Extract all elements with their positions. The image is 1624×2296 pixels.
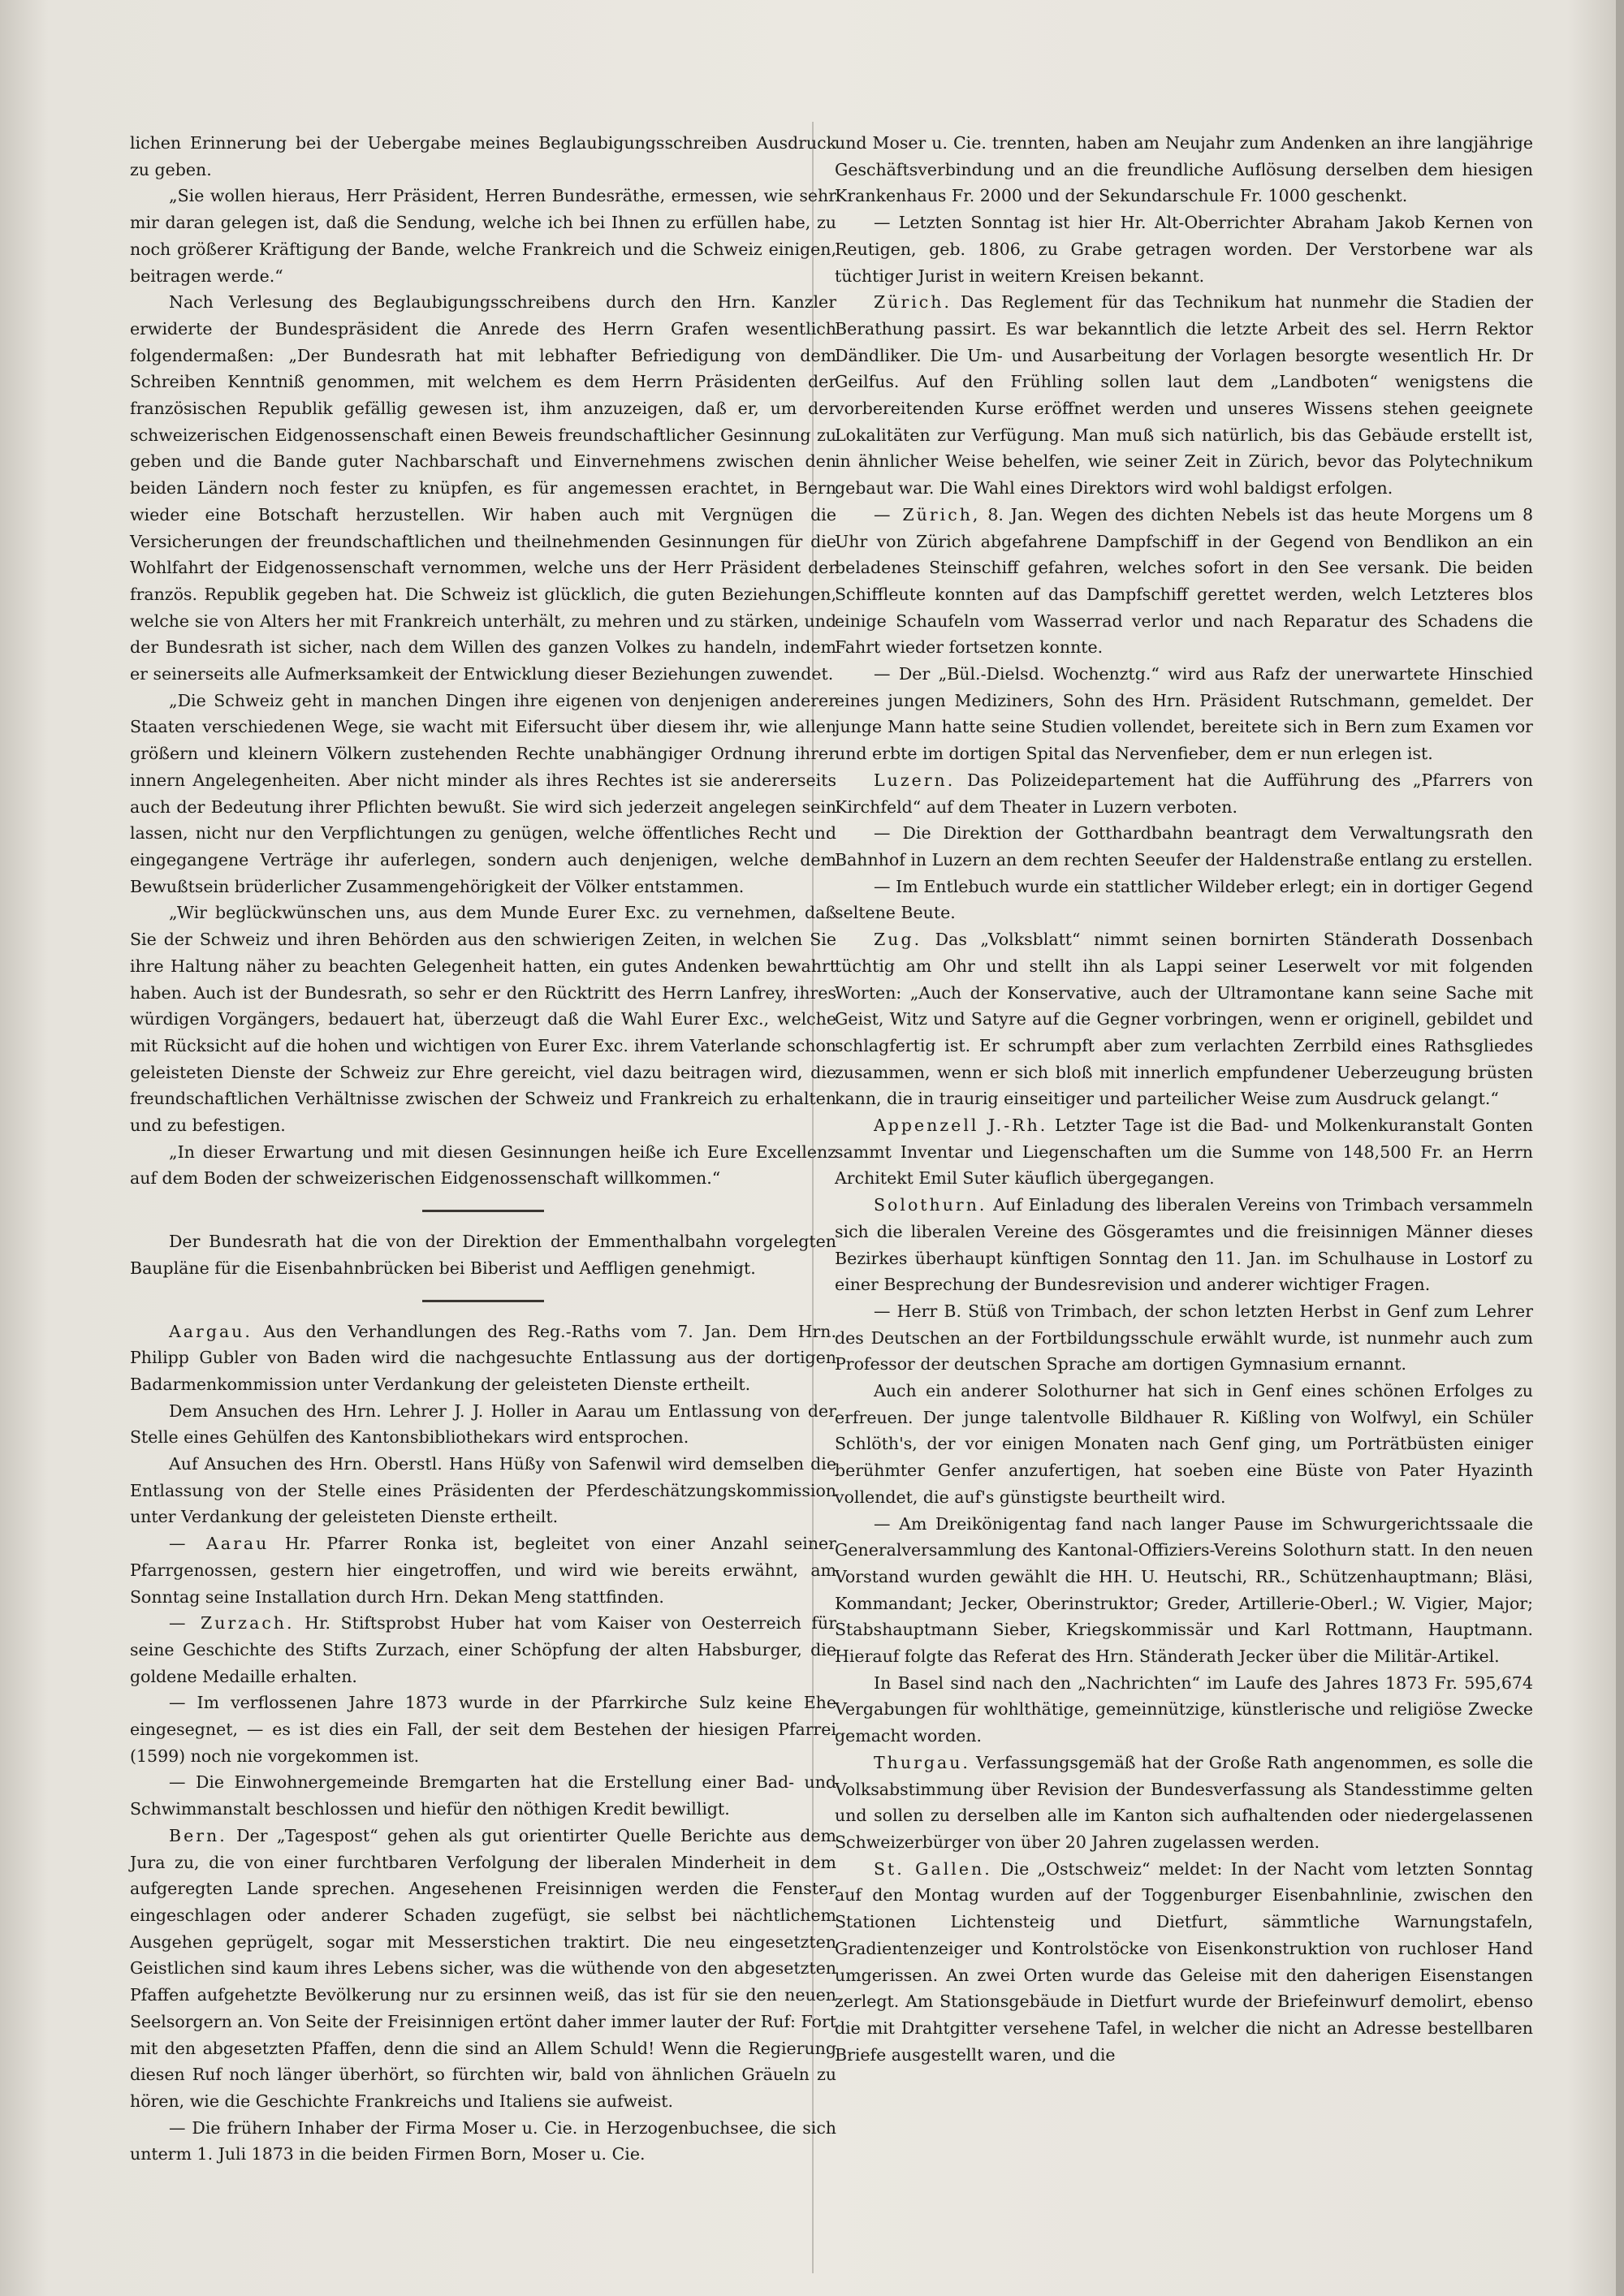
place-heading: Zug. xyxy=(874,930,922,950)
place-heading: Solothurn. xyxy=(874,1195,987,1215)
article-paragraph: und Moser u. Cie. trennten, haben am Neujahr zum Andenken an ihre langjährige Geschäftsverbindung und an die freundliche Auflösung derselben dem hiesigen Krankenhaus Fr. 2000 und der Sekundarschule Fr. 1000 geschenkt. xyxy=(835,133,1533,206)
article-paragraph: „In dieser Erwartung und mit diesen Gesinnungen heiße ich Eure Excellenz auf dem Boden der schweizerischen Eidgenossenschaft willkommen.“ xyxy=(130,1142,836,1189)
article-paragraph: — Im Entlebuch wurde ein stattlicher Wildeber erlegt; ein in dortiger Gegend seltene Beute. xyxy=(835,876,1533,923)
news-item: Luzern. Das Polizeidepartement hat die Aufführung des „Pfarrers von Kirchfeld“ auf dem Theater in Luzern verboten. xyxy=(835,770,1533,817)
place-heading: — Zürich, xyxy=(874,504,981,524)
article-paragraph: In Basel sind nach den „Nachrichten“ im Laufe des Jahres 1873 Fr. 595,674 Vergabungen für wohlthätige, gemeinnützige, künstlerische und religiöse Zwecke gemacht worden. xyxy=(835,1672,1533,1746)
article-paragraph: — Letzten Sonntag ist hier Hr. Alt-Oberrichter Abraham Jakob Kernen von Reutigen, geb. 1806, zu Grabe getragen worden. Der Verstorbene war als tüchtiger Jurist in weitern Kreisen bekannt. xyxy=(835,213,1533,286)
news-item: St. Gallen. Die „Ostschweiz“ meldet: In der Nacht vom letzten Sonntag auf den Montag wurden auf der Toggenburger Eisenbahnlinie, zwischen den Stationen Lichtensteig und Dietfurt, sämmtliche Warnungstafeln, Gradientenzeiger und Kontrolstöcke von Eisenkonstruktion von ruchloser Hand umgerissen. An zwei Orten wurde das Geleise mit den daherigen Eisenstangen zerlegt. Am Stationsgebäude in Dietfurt wurde der Briefeinwurf demolirt, ebenso die mit Drahtgitter versehene Tafel, in welcher die nicht an Adresse bestellbaren Briefe ausgestellt waren, und die xyxy=(835,1858,1533,2065)
news-item: Zürich. Das Reglement für das Technikum hat nunmehr die Stadien der Berathung passirt. Es war bekanntlich die letzte Arbeit des sel. Herrn Rektor Dändliker. Die Um- und Ausarbeitung der Vorlagen besorgte wesentlich Hr. Dr Geilfus. Auf den Frühling sollen laut dem „Landboten“ wenigstens die vorbereitenden Kurse eröffnet werden und unseres Wissens stehen geeignete Lokalitäten zur Verfügung. Man muß sich natürlich, bis das Gebäude erstellt ist, in ähnlicher Weise behelfen, wie seiner Zeit in Zürich, bevor das Polytechnikum gebaut war. Die Wahl eines Direktors wird wohl baldigst erfolgen. xyxy=(835,292,1533,498)
article-paragraph: „Die Schweiz geht in manchen Dingen ihre eigenen von denjenigen anderer Staaten verschiedenen Wege, sie wacht mit Eifersucht über diesem ihr, wie allen größern und kleinern Völkern zustehenden Rechte unabhängiger Ordnung ihrer innern Angelegenheiten. Aber nicht minder als ihres Rechtes ist sie andererseits auch der Bedeutung ihrer Pflichten bewußt. Sie wird sich jederzeit angelegen sein lassen, nicht nur den Verpflichtungen zu genügen, welche öffentliches Recht und eingegangene Verträge ihr auferlegen, sondern auch denjenigen, welche dem Bewußtsein brüderlicher Zusammengehörigkeit der Völker entstammen. xyxy=(130,690,836,896)
section-rule xyxy=(422,1300,544,1302)
news-item: Aargau. Aus den Verhandlungen des Reg.-Raths vom 7. Jan. Dem Hrn. Philipp Gubler von Baden wird die nachgesuchte Entlassung aus der dortigen Badarmenkommission unter Verdankung der geleisteten Dienste ertheilt. xyxy=(130,1321,836,1394)
article-paragraph: Der Bundesrath hat die von der Direktion der Emmenthalbahn vorgelegten Baupläne für die Eisenbahnbrücken bei Biberist und Aeffligen genehmigt. xyxy=(130,1232,836,1278)
article-paragraph: — Die Direktion der Gotthardbahn beantragt dem Verwaltungsrath den Bahnhof in Luzern an dem rechten Seeufer der Haldenstraße entlang zu erstellen. xyxy=(835,823,1533,870)
article-paragraph: Nach Verlesung des Beglaubigungsschreibens durch den Hrn. Kanzler erwiderte der Bundespräsident die Anrede des Herrn Grafen wesentlich folgendermaßen: „Der Bundesrath hat mit lebhafter Befriedigung von dem Schreiben Kenntniß genommen, mit welchem es dem Herrn Präsidenten der französischen Republik gefällig gewesen ist, ihm anzuzeigen, daß er, um der schweizerischen Eidgenossenschaft einen Beweis freundschaftlicher Gesinnung zu geben und die Bande guter Nachbarschaft und Einvernehmens zwischen den beiden Ländern noch fester zu knüpfen, es für angemessen erachtet, in Bern wieder eine Botschaft herzustellen. Wir haben auch mit Vergnügen die Versicherungen der freundschaftlichen und theilnehmenden Gesinnungen für die Wohlfahrt der Eidgenossenschaft vernommen, welche uns der Herr Präsident der französ. Republik gegeben hat. Die Schweiz ist glücklich, die guten Beziehungen, welche sie von Alters her mit Frankreich unterhält, zu mehren und zu stärken, und der Bundesrath ist sicher, nach dem Willen des ganzen Volkes zu handeln, indem er seinerseits alle Aufmerksamkeit der Entwicklung dieser Beziehungen zuwendet. xyxy=(130,292,836,684)
article-paragraph: — Im verflossenen Jahre 1873 wurde in der Pfarrkirche Sulz keine Ehe eingesegnet, — es ist dies ein Fall, der seit dem Bestehen der hiesigen Pfarrei (1599) noch nie vorgekommen ist. xyxy=(130,1693,836,1766)
news-item: Solothurn. Auf Einladung des liberalen Vereins von Trimbach versammeln sich die liberalen Vereine des Gösgeramtes und die freisinnigen Männer dieses Bezirkes überhaupt künftigen Sonntag den 11. Jan. im Schulhause in Lostorf zu einer Besprechung der Bundesrevision und anderer wichtiger Fragen. xyxy=(835,1195,1533,1295)
place-heading: Appenzell J.-Rh. xyxy=(874,1116,1048,1136)
news-item: — Zurzach. Hr. Stiftsprobst Huber hat vom Kaiser von Oesterreich für seine Geschichte des Stifts Zurzach, einer Schöpfung der alten Habsburger, die goldene Medaille erhalten. xyxy=(130,1613,836,1686)
news-item: — Aarau Hr. Pfarrer Ronka ist, begleitet von einer Anzahl seiner Pfarrgenossen, gestern hier eingetroffen, und wird wie bereits erwähnt, am Sonntag seine Installation durch Hrn. Dekan Meng stattfinden. xyxy=(130,1534,836,1607)
place-heading: Zürich. xyxy=(874,292,952,313)
place-heading: Bern. xyxy=(169,1825,227,1845)
article-paragraph: — Der „Bül.-Dielsd. Wochenztg.“ wird aus Rafz der unerwartete Hinschied eines jungen Mediziners, Sohn des Hrn. Präsident Rutschmann, gemeldet. Der junge Mann hatte seine Studien vollendet, bereitete sich in Bern zum Examen vor und erbte im dortigen Spital das Nervenfieber, dem er nun erlegen ist. xyxy=(835,664,1533,764)
place-heading: St. Gallen. xyxy=(874,1858,992,1879)
left-column xyxy=(130,130,836,2168)
article-paragraph: — Die frühern Inhaber der Firma Moser u. Cie. in Herzogenbuchsee, die sich unterm 1. Juli 1873 in die beiden Firmen Born, Moser u. Cie. xyxy=(130,2117,836,2164)
place-heading: Thurgau. xyxy=(874,1752,970,1772)
article-paragraph: — Am Dreikönigentag fand nach langer Pause im Schwurgerichtssaale die Generalversammlung des Kantonal-Offiziers-Vereins Solothurn statt. In den neuen Vorstand wurden gewählt die HH. U. Heutschi, RR., Schützenhauptmann; Bläsi, Kommandant; Jecker, Oberinstruktor; Greder, Artillerie-Oberl.; W. Vigier, Major; Stabshauptmann Sieber, Kriegskommissär und Karl Rottmann, Hauptmann. Hierauf folgte das Referat des Hrn. Ständerath Jecker über die Militär-Artikel. xyxy=(835,1513,1533,1667)
place-heading: — Aarau xyxy=(169,1534,270,1554)
article-paragraph: lichen Erinnerung bei der Uebergabe meines Beglaubigungsschreiben Ausdruck zu geben. xyxy=(130,133,836,179)
news-item: Thurgau. Verfassungsgemäß hat der Große Rath angenommen, es solle die Volksabstimmung über Revision der Bundesverfassung als Standesstimme gelten und sollen zu derselben alle im Kanton sich aufhaltenden oder niedergelassenen Schweizerbürger von über 20 Jahren zugelassen werden. xyxy=(835,1752,1533,1852)
article-paragraph: „Wir beglückwünschen uns, aus dem Munde Eurer Exc. zu vernehmen, daß Sie der Schweiz und ihren Behörden aus den schwierigen Zeiten, in welchen Sie ihre Haltung näher zu beachten Gelegenheit hatten, ein gutes Andenken bewahrt haben. Auch ist der Bundesrath, so sehr er den Rücktritt des Herrn Lanfrey, ihres würdigen Vorgängers, bedauert hat, überzeugt daß die Wahl Eurer Exc., welche mit Rücksicht auf die hohen und wichtigen von Eurer Exc. ihrem Vaterlande schon geleisteten Dienste der Schweiz zur Ehre gereicht, viel dazu beitragen wird, die freundschaftlichen Verhältnisse zwischen der Schweiz und Frankreich zu erhalten und zu befestigen. xyxy=(130,903,836,1136)
page-edge xyxy=(1616,0,1624,2296)
news-item: — Zürich, 8. Jan. Wegen des dichten Nebels ist das heute Morgens um 8 Uhr von Zürich abgefahrene Dampfschiff in der Gegend von Bendlikon an ein beladenes Steinschiff gefahren, welches sofort in den See versank. Die beiden Schiffleute konnten auf das Dampfschiff gerettet werden, welch Letzteres blos einige Schaufeln vom Wasserrad verlor und nach Reparatur des Schadens die Fahrt wieder fortsetzen konnte. xyxy=(835,504,1533,658)
place-heading: — Zurzach. xyxy=(169,1613,295,1634)
news-item: Zug. Das „Volksblatt“ nimmt seinen bornirten Ständerath Dossenbach tüchtig am Ohr und stellt ihn als Lappi seiner Leserwelt vor mit folgenden Worten: „Auch der Konservative, auch der Ultramontane kann seine Sache mit Geist, Witz und Satyre auf die Gegner vorbringen, wenn er originell, gebildet und schlagfertig ist. Er schrumpft aber zum verlachten Zerrbild eines Rathsgliedes zusammen, wenn er sich bloß mit innerlich empfundener Ueberzeugung brüsten kann, die in traurig einseitiger und parteilicher Weise zum Ausdruck gelangt.“ xyxy=(835,930,1533,1109)
article-paragraph: Auch ein anderer Solothurner hat sich in Genf eines schönen Erfolges zu erfreuen. Der junge talentvolle Bildhauer R. Kißling von Wolfwyl, ein Schüler Schlöth's, der vor einigen Monaten nach Genf ging, um Porträtbüsten einiger berühmter Genfer anzufertigen, hat soeben eine Büste von Pater Hyazinth vollendet, die auf's günstigste beurtheilt wird. xyxy=(835,1381,1533,1507)
right-column xyxy=(835,130,1533,2068)
news-item: Appenzell J.-Rh. Letzter Tage ist die Bad- und Molkenkuranstalt Gonten sammt Inventar und Liegenschaften um die Summe von 148,500 Fr. an Herrn Architekt Emil Suter käuflich übergegangen. xyxy=(835,1116,1534,1189)
section-rule xyxy=(422,1210,544,1212)
place-heading: Luzern. xyxy=(874,770,956,790)
article-paragraph: „Sie wollen hieraus, Herr Präsident, Herren Bundesräthe, ermessen, wie sehr mir daran gelegen ist, daß die Sendung, welche ich bei Ihnen zu erfüllen habe, zu noch größerer Kräftigung der Bande, welche Frankreich und die Schweiz einigen, beitragen werde.“ xyxy=(130,186,836,286)
article-paragraph: Dem Ansuchen des Hrn. Lehrer J. J. Holler in Aarau um Entlassung von der Stelle eines Gehülfen des Kantonsbibliothekars wird entsprochen. xyxy=(130,1400,836,1448)
place-heading: Aargau. xyxy=(169,1321,253,1341)
article-paragraph: — Die Einwohnergemeinde Bremgarten hat die Erstellung einer Bad- und Schwimmanstalt beschlossen und hiefür den nöthigen Kredit bewilligt. xyxy=(130,1772,836,1819)
article-paragraph: Auf Ansuchen des Hrn. Oberstl. Hans Hüßy von Safenwil wird demselben die Entlassung von der Stelle eines Präsidenten der Pferdeschätzungskommission unter Verdankung der geleisteten Dienste ertheilt. xyxy=(130,1454,836,1527)
news-item: Bern. Der „Tagespost“ gehen als gut orientirter Quelle Berichte aus dem Jura zu, die von einer furchtbaren Verfolgung der liberalen Minderheit in dem aufgeregten Lande sprechen. Angesehenen Freisinnigen werden die Fenster eingeschlagen oder anderer Schaden zugefügt, sie selbst bei nächtlichem Ausgehen geprügelt, sogar mit Messerstichen traktirt. Die neu eingesetzten Geistlichen sind kaum ihres Lebens sicher, was die wüthende von den abgesetzten Pfaffen aufgehetzte Bevölkerung nur zu ersinnen weiß, das ist für sie den neuen Seelsorgern an. Von Seite der Freisinnigen ertönt daher immer lauter der Ruf: Fort mit den abgesetzten Pfaffen, denn die sind an Allem Schuld! Wenn die Regierung diesen Ruf noch länger überhört, so fürchten wir, bald von ähnlichen Gräueln zu hören, wie die Geschichte Frankreichs und Italiens sie aufweist. xyxy=(130,1825,836,2111)
article-paragraph: — Herr B. Stüß von Trimbach, der schon letzten Herbst in Genf zum Lehrer des Deutschen an der Fortbildungsschule erwählt wurde, ist nunmehr auch zum Professor der deutschen Sprache am dortigen Gymnasium ernannt. xyxy=(835,1301,1533,1375)
